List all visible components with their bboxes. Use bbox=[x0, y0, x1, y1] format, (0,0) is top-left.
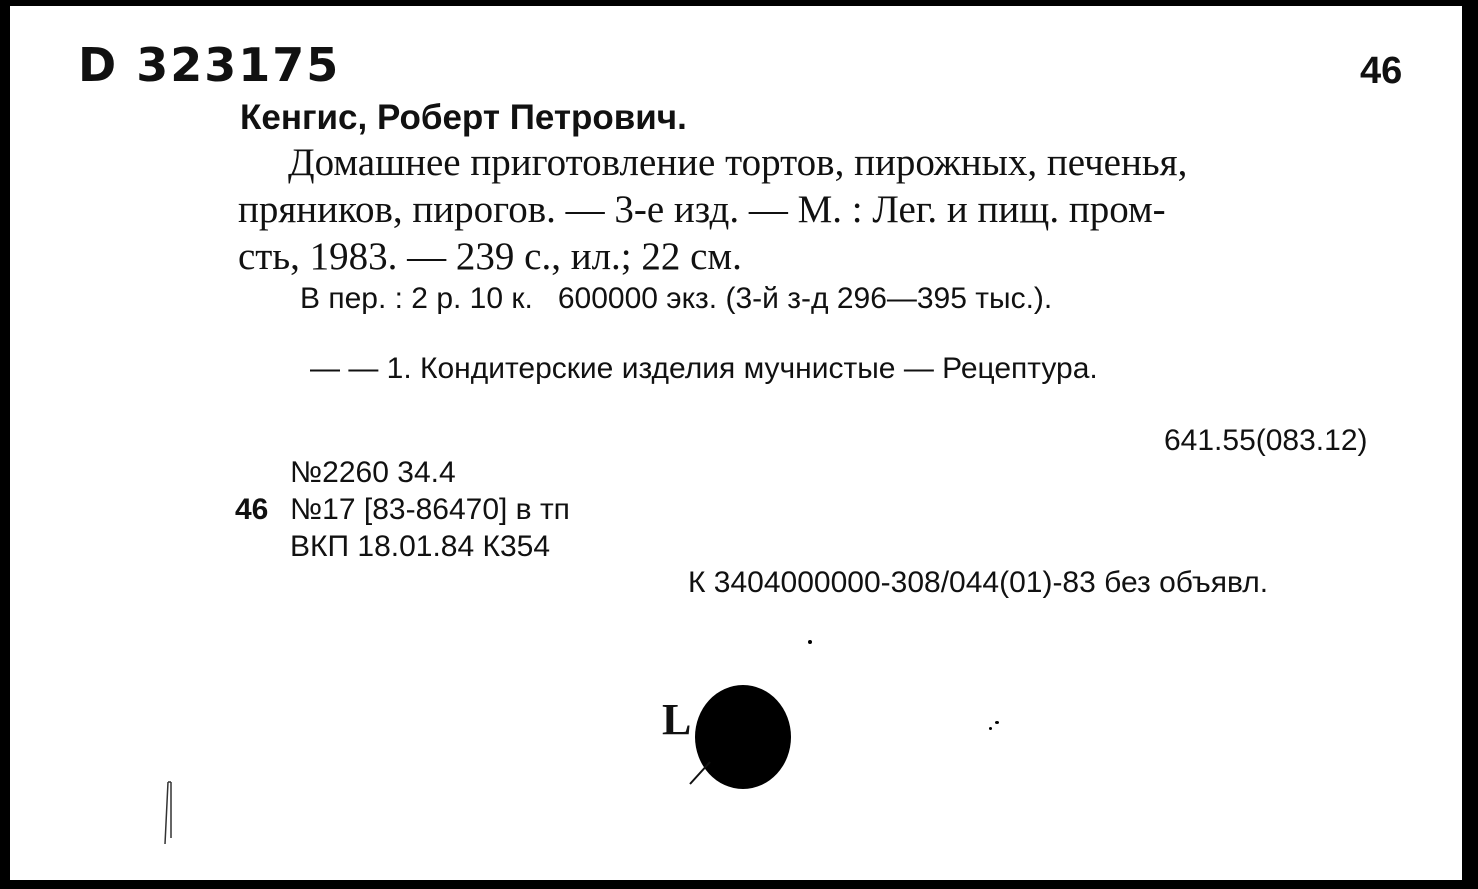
registry-line-1: №2260 34.4 bbox=[290, 456, 456, 489]
catalog-code: К 3404000000-308/044(01)-83 без объявл. bbox=[688, 566, 1269, 599]
price-line: В пер. : 2 р. 10 к. 600000 экз. (3-й з-д 296—395 тыс.). bbox=[300, 282, 1053, 315]
title-line-2: пряников, пирогов. — 3-е изд. — М. : Лег. и пищ. пром- bbox=[238, 188, 1166, 231]
speck bbox=[989, 727, 992, 730]
pencil-mark bbox=[158, 778, 180, 850]
speck bbox=[995, 721, 999, 724]
udc-code: 641.55(083.12) bbox=[1164, 424, 1368, 457]
stamp-letter: L bbox=[662, 695, 692, 744]
speck bbox=[808, 640, 812, 644]
author: Кенгис, Роберт Петрович. bbox=[240, 98, 687, 137]
title-line-1: Домашнее приготовление тортов, пирожных, печенья, bbox=[288, 141, 1188, 184]
stamp-mark bbox=[686, 758, 716, 788]
registry-line-3: ВКП 18.01.84 К354 bbox=[290, 530, 551, 563]
catalog-card bbox=[10, 6, 1462, 880]
call-number: D 323175 bbox=[78, 38, 341, 92]
registry-prefix: 46 bbox=[235, 493, 269, 526]
subject-line: — — 1. Кондитерские изделия мучнистые — Рецептура. bbox=[310, 352, 1098, 385]
page-number: 46 bbox=[1360, 50, 1403, 92]
registry-line-2: №17 [83-86470] в тп bbox=[290, 493, 570, 526]
title-line-3: сть, 1983. — 239 с., ил.; 22 см. bbox=[238, 235, 742, 278]
